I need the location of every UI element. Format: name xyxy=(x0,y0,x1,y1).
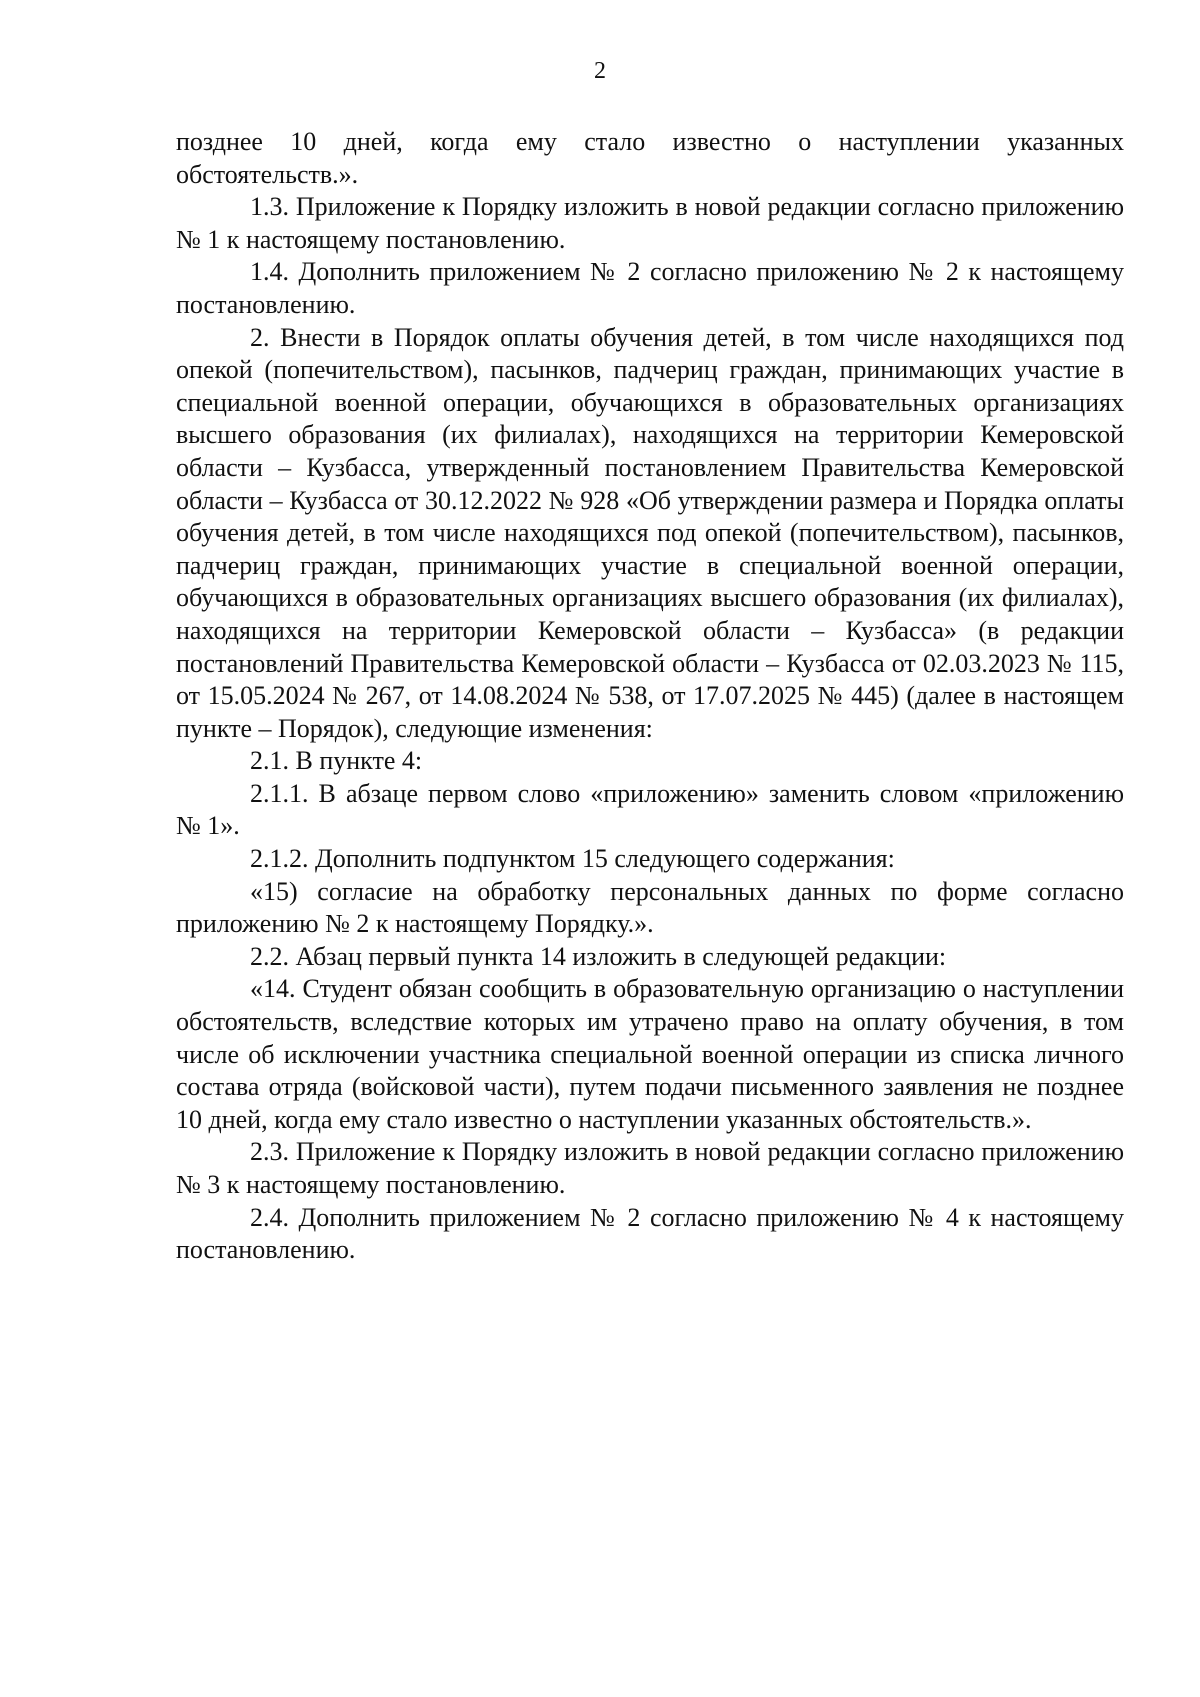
document-body xyxy=(176,126,1124,1267)
paragraph-2-1: 2.1. В пункте 4: xyxy=(250,746,423,776)
page-number: 2 xyxy=(594,58,606,84)
paragraph-quote-14: «14. Студент обязан сообщить в образовательную организацию о наступлении обстоятельств, вследствие которых им утрачено право на оплату обучения, в том числе об исключении участника специальной военной операции из списка личного состава отряда (войсковой части), путем подачи письменного заявления не позднее 10 дней, когда ему стало известно о наступлении указанных обстоятельств.». xyxy=(176,974,1124,1134)
paragraph-2-4: 2.4. Дополнить приложением № 2 согласно приложению № 4 к настоящему постановлению. xyxy=(176,1202,1124,1265)
paragraph-2-3: 2.3. Приложение к Порядку изложить в новой редакции согласно приложению № 3 к настоящему постановлению. xyxy=(176,1137,1124,1199)
paragraph-continuation: позднее 10 дней, когда ему стало известно о наступлении указанных обстоятельств.». xyxy=(176,127,1124,189)
paragraph-1-4: 1.4. Дополнить приложением № 2 согласно приложению № 2 к настоящему постановлению. xyxy=(176,257,1124,319)
paragraph-2: 2. Внести в Порядок оплаты обучения детей, в том числе находящихся под опекой (попечительством), пасынков, падчериц граждан, принимающих участие в специальной военной операции, обучающихся в образовательных организациях высшего образования (их филиалах), находящихся на территории Кемеровской области – Кузбасса, утвержденный постановлением Правительства Кемеровской области – Кузбасса от 30.12.2022 № 928 «Об утверждении размера и Порядка оплаты обучения детей, в том числе находящихся под опекой (попечительством), пасынков, падчериц граждан, принимающих участие в специальной военной операции, обучающихся в образовательных организациях высшего образования (их филиалах), находящихся на территории Кемеровской области – Кузбасса» (в редакции постановлений Правительства Кемеровской области – Кузбасса от 02.03.2023 № 115, от 15.05.2024 № 267, от 14.08.2024 № 538, от 17.07.2025 № 445) (далее в настоящем пункте – Порядок), следующие изменения: xyxy=(176,322,1124,743)
paragraph-2-1-1: 2.1.1. В абзаце первом слово «приложению» заменить словом «приложению № 1». xyxy=(176,778,1124,841)
paragraph-2-2: 2.2. Абзац первый пункта 14 изложить в следующей редакции: xyxy=(250,941,947,971)
paragraph-2-1-2: 2.1.2. Дополнить подпунктом 15 следующего содержания: xyxy=(250,844,895,874)
paragraph-1-3: 1.3. Приложение к Порядку изложить в новой редакции согласно приложению № 1 к настоящему постановлению. xyxy=(176,192,1124,254)
paragraph-quote-15: «15) согласие на обработку персональных данных по форме согласно приложению № 2 к настоящему Порядку.». xyxy=(176,876,1124,939)
